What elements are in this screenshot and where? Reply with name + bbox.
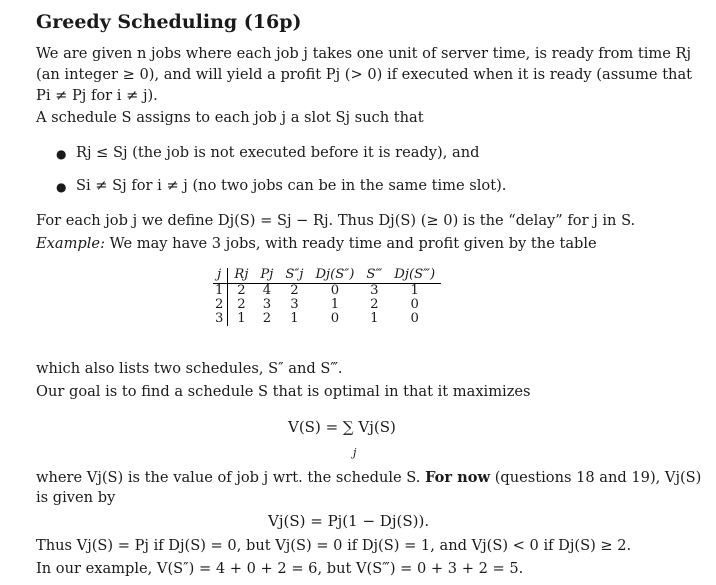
table-cell: 0 bbox=[410, 311, 419, 326]
goal-statement: Our goal is to find a schedule S that is optimal in that it maximizes bbox=[36, 383, 531, 400]
for-now-emphasis: For now bbox=[425, 469, 491, 486]
table-cell: 2 bbox=[262, 311, 272, 326]
bullet-dot: ● bbox=[56, 147, 67, 161]
table-row bbox=[213, 298, 441, 312]
table-row bbox=[213, 284, 441, 299]
table-header: Rj bbox=[228, 268, 255, 284]
table-cell: 1 bbox=[410, 283, 419, 298]
table-cell: 3 bbox=[370, 283, 379, 298]
example-result-line: In our example, V(S″) = 4 + 0 + 2 = 6, but V(S‴) = 0 + 3 + 2 = 5. bbox=[36, 560, 524, 577]
table-cell: 4 bbox=[262, 283, 272, 298]
table-cell: 0 bbox=[330, 283, 340, 298]
value-formula: V(S) = ∑ Vj(S) bbox=[288, 418, 396, 436]
example-intro bbox=[36, 235, 597, 253]
job-value-formula: Vj(S) = Pj(1 − Dj(S)). bbox=[268, 512, 430, 530]
table-cell: 3 bbox=[290, 297, 299, 312]
table-cell: 1 bbox=[237, 311, 246, 326]
delay-definition: For each job j we define Dj(S) = Sj − Rj. Thus Dj(S) (≥ 0) is the “delay” for j in S. bbox=[36, 212, 636, 229]
intro-line-3: Pi ≠ Pj for i ≠ j). bbox=[36, 87, 158, 104]
table-header-row bbox=[213, 268, 441, 284]
table-cell: 3 bbox=[213, 312, 228, 326]
schedule-definition: A schedule S assigns to each job j a slot Sj such that bbox=[36, 109, 424, 126]
where-line-1 bbox=[36, 469, 701, 487]
table-header: S″j bbox=[279, 268, 309, 284]
table-cell: 1 bbox=[213, 284, 228, 299]
table-header: Dj(S″) bbox=[309, 268, 360, 284]
table-row bbox=[213, 312, 441, 326]
bullet-dot: ● bbox=[56, 180, 67, 194]
table-cell: 2 bbox=[237, 283, 246, 298]
intro-line-2: (an integer ≥ 0), and will yield a profit Pj (> 0) if executed when it is ready (assume that bbox=[36, 66, 693, 83]
schedules-note: which also lists two schedules, S″ and S‴. bbox=[36, 360, 343, 377]
table-cell: 2 bbox=[370, 297, 379, 312]
jobs-table bbox=[213, 268, 441, 326]
example-text: We may have 3 jobs, with ready time and profit given by the table bbox=[109, 235, 597, 252]
table-header: Pj bbox=[254, 268, 279, 284]
table-header: S‴ bbox=[360, 268, 388, 284]
bullet-item-2: Si ≠ Sj for i ≠ j (no two jobs can be in the same time slot). bbox=[76, 177, 507, 194]
sum-subscript: j bbox=[353, 446, 357, 459]
table-cell: 0 bbox=[410, 297, 419, 312]
table-cell: 1 bbox=[370, 311, 379, 326]
table-cell: 3 bbox=[262, 297, 272, 312]
table-cell: 2 bbox=[237, 297, 246, 312]
table-cell: 2 bbox=[290, 283, 299, 298]
where-line-2: is given by bbox=[36, 489, 116, 506]
table-header: Dj(S‴) bbox=[388, 268, 441, 284]
bullet-item-1: Rj ≤ Sj (the job is not executed before it is ready), and bbox=[76, 144, 480, 161]
section-title: Greedy Scheduling (16p) bbox=[36, 11, 302, 33]
table-cell: 2 bbox=[213, 298, 228, 312]
where-text-post: (questions 18 and 19), Vj(S) bbox=[494, 469, 702, 486]
table-cell: 0 bbox=[330, 311, 340, 326]
table-cell: 1 bbox=[330, 297, 340, 312]
table-header: j bbox=[213, 268, 228, 284]
example-label: Example: bbox=[36, 235, 105, 252]
where-text-pre: where Vj(S) is the value of job j wrt. the schedule S. bbox=[36, 469, 421, 486]
intro-line-1: We are given n jobs where each job j takes one unit of server time, is ready from time Rj bbox=[36, 45, 692, 62]
thus-line: Thus Vj(S) = Pj if Dj(S) = 0, but Vj(S) = 0 if Dj(S) = 1, and Vj(S) < 0 if Dj(S) ≥ 2. bbox=[36, 537, 632, 554]
table-cell: 1 bbox=[290, 311, 299, 326]
